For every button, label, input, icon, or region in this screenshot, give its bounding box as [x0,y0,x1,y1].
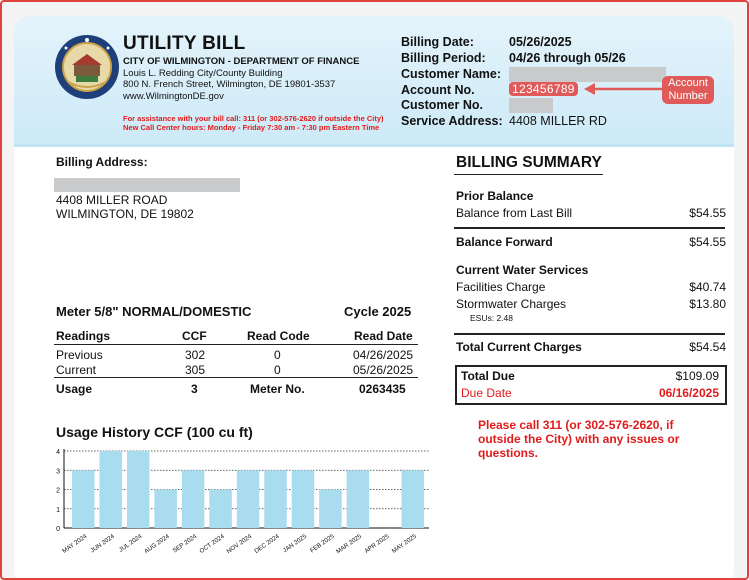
usage-value: 3 [191,382,198,396]
chart-x-tick-label: MAY 2024 [61,532,89,555]
total-due-label: Total Due [461,369,515,383]
chart-bar [319,490,342,529]
office-address-line1: Louis L. Redding City/County Building [123,68,283,79]
col-read-date: Read Date [354,329,413,343]
chart-x-tick-label: FEB 2025 [308,532,336,555]
reading-current-label: Current [56,363,97,377]
assistance-line1: For assistance with your bill call: 311 (or 302-576-2620 if outside the City) [123,114,384,123]
reading-previous-ccf: 302 [185,348,206,362]
due-date-value: 06/16/2025 [658,386,719,400]
esus-value: ESUs: 2.48 [470,313,513,323]
reading-current-date: 05/26/2025 [353,363,414,377]
reading-current-code: 0 [274,363,281,377]
meter-no-value: 0263435 [359,382,406,396]
customer-no-label: Customer No. [401,98,483,112]
balance-forward-label: Balance Forward [456,235,553,249]
contact-note: Please call 311 (or 302-576-2620, if outside the City) with any issues or questions. [478,418,680,460]
col-readings: Readings [56,329,111,343]
stormwater-value: $13.80 [689,297,726,311]
account-no-label: Account No. [401,83,475,97]
billing-address-line1: 4408 MILLER ROAD [56,193,168,207]
reading-previous-label: Previous [56,348,103,362]
chart-bar [209,490,232,529]
account-number-tag: Account Number [662,76,714,104]
chart-title: Usage History CCF (100 cu ft) [56,424,253,440]
balance-last-label: Balance from Last Bill [456,206,573,220]
customer-no-redacted [509,98,553,113]
billing-address-label: Billing Address: [56,155,148,169]
billing-period-value: 04/26 through 05/26 [509,51,626,65]
facilities-label: Facilities Charge [456,280,546,294]
reading-previous-date: 04/26/2025 [353,348,414,362]
bill-header [14,16,734,147]
prior-balance-label: Prior Balance [456,189,534,203]
chart-x-tick-label: MAY 2025 [390,532,418,555]
summary-divider-1 [454,227,725,229]
customer-name-redacted [509,67,666,82]
due-date-label: Due Date [461,386,512,400]
city-seal-icon [54,34,120,100]
stormwater-label: Stormwater Charges [456,297,567,311]
balance-forward-value: $54.55 [689,235,726,249]
total-current-label: Total Current Charges [456,340,582,354]
chart-x-tick-label: DEC 2024 [253,532,281,556]
reading-previous-code: 0 [274,348,281,362]
arrow-left-icon [584,82,664,96]
chart-bar [99,451,122,528]
chart-y-tick-label: 2 [56,487,60,495]
website-link[interactable]: www.WilmingtonDE.gov [123,91,224,102]
chart-bar [347,470,370,528]
chart-y-tick-label: 1 [56,506,60,514]
summary-title-underline [454,174,603,175]
billing-name-redacted [54,178,240,192]
service-address-value: 4408 MILLER RD [509,114,607,128]
chart-x-tick-label: SEP 2024 [171,532,199,555]
billing-date-value: 05/26/2025 [509,35,572,49]
billing-period-label: Billing Period: [401,51,486,65]
chart-bar [264,470,287,528]
chart-y-tick-label: 4 [56,449,60,456]
total-due-value: $109.09 [675,369,719,383]
account-no-value: 123456789 [509,82,578,96]
total-current-value: $54.54 [689,340,726,354]
bill-card [14,16,734,580]
chart-x-tick-label: JUN 2024 [89,532,116,555]
current-services-label: Current Water Services [456,263,589,277]
chart-bar [182,470,205,528]
chart-y-tick-label: 0 [56,526,60,533]
chart-x-tick-label: MAR 2025 [335,532,364,556]
chart-bar [292,470,315,528]
department-name: CITY OF WILMINGTON - DEPARTMENT OF FINANCE [123,56,360,67]
assistance-line2: New Call Center hours: Monday - Friday 7:30 am - 7:30 pm Eastern Time [123,123,380,132]
col-read-code: Read Code [247,329,310,343]
chart-bar [127,451,150,528]
col-ccf: CCF [182,329,207,343]
office-address-line2: 800 N. French Street, Wilmington, DE 19801-3537 [123,79,336,90]
chart-bar [237,470,260,528]
billing-address-line2: WILMINGTON, DE 19802 [56,207,194,221]
chart-bar [402,470,425,528]
facilities-value: $40.74 [689,280,726,294]
chart-x-tick-label: JUL 2024 [117,532,144,554]
meter-no-label: Meter No. [250,382,305,396]
meter-rows-divider [54,377,418,378]
balance-last-value: $54.55 [689,206,726,220]
billing-date-label: Billing Date: [401,35,474,49]
usage-label: Usage [56,382,93,396]
chart-x-tick-label: OCT 2024 [198,532,226,555]
chart-x-tick-label: AUG 2024 [143,532,171,556]
summary-divider-2 [454,333,725,335]
meter-cycle: Cycle 2025 [344,304,412,319]
chart-x-tick-label: JAN 2025 [281,532,309,555]
chart-x-tick-label: APR 2025 [363,532,391,555]
customer-name-label: Customer Name: [401,67,502,81]
chart-bar [72,470,95,528]
usage-history-chart [54,441,434,580]
service-address-label: Service Address: [401,114,503,128]
chart-bar [154,490,177,529]
bill-title: UTILITY BILL [123,33,246,54]
billing-summary-title: BILLING SUMMARY [456,154,602,171]
chart-x-tick-label: NOV 2024 [225,532,254,556]
reading-current-ccf: 305 [185,363,206,377]
chart-y-tick-label: 3 [56,468,60,476]
meter-header-divider [54,344,418,345]
meter-title: Meter 5/8" NORMAL/DOMESTIC [56,304,252,319]
